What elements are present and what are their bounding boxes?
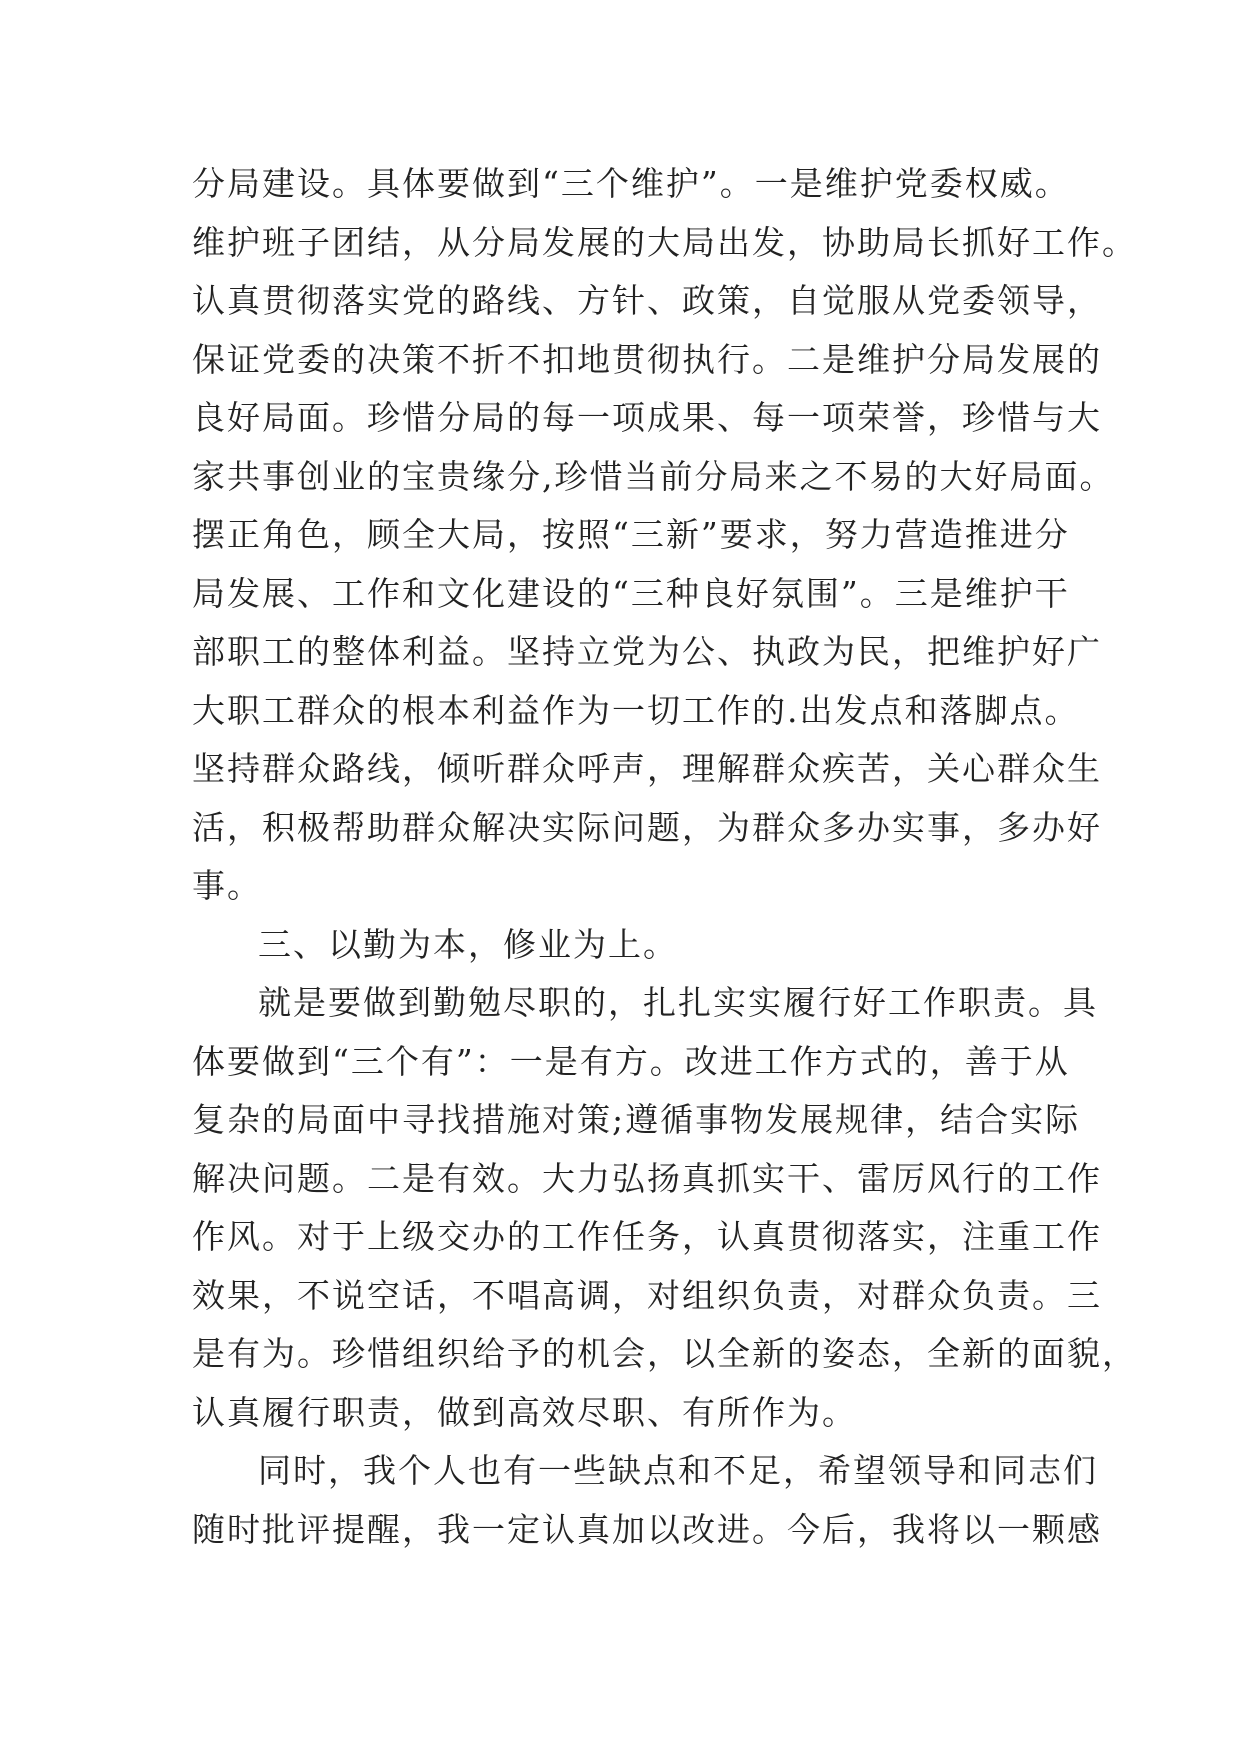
text-line: 作风。对于上级交办的工作任务，认真贯彻落实，注重工作 [192,1217,1102,1256]
text-line: 维护班子团结，从分局发展的大局出发，协助局长抓好工作。 [192,222,1137,262]
text-line: 良好局面。珍惜分局的每一项成果、每一项荣誉，珍惜与大 [192,398,1102,437]
text-line: 认真履行职责，做到高效尽职、有所作为。 [192,1392,857,1432]
text-line: 家共事创业的宝贵缘分,珍惜当前分局来之不易的大好局面。 [192,456,1115,496]
text-line: 效果，不说空话，不唱高调，对组织负责，对群众负责。三 [192,1275,1102,1315]
text-line: 同时，我个人也有一些缺点和不足，希望领导和同志们 [258,1451,1098,1490]
text-line: 活，积极帮助群众解决实际问题，为群众多办实事，多办好 [192,807,1102,847]
text-line: 复杂的局面中寻找措施对策;遵循事物发展规律，结合实际 [192,1100,1081,1139]
text-line: 分局建设。具体要做到“三个维护”。一是维护党委权威。 [192,164,1070,203]
body-text [192,155,1137,1559]
text-line: 体要做到“三个有”：一是有方。改进工作方式的，善于从 [192,1041,1070,1081]
text-line: 摆正角色，顾全大局，按照“三新”要求，努力营造推进分 [192,515,1070,554]
text-line: 认真贯彻落实党的路线、方针、政策，自觉服从党委领导， [192,281,1102,320]
text-line: 事。 [192,866,262,905]
text-line: 随时批评提醒，我一定认真加以改进。今后，我将以一颗感 [192,1509,1102,1549]
text-line: 解决问题。二是有效。大力弘扬真抓实干、雷厉风行的工作 [192,1158,1102,1198]
text-line: 局发展、工作和文化建设的“三种良好氛围”。三是维护干 [192,573,1070,613]
text-line: 大职工群众的根本利益作为一切工作的.出发点和落脚点。 [192,690,1080,730]
text-line: 保证党委的决策不折不扣地贯彻执行。二是维护分局发展的 [192,339,1102,379]
text-line: 部职工的整体利益。坚持立党为公、执政为民，把维护好广 [192,632,1102,671]
text-line: 坚持群众路线，倾听群众呼声，理解群众疾苦，关心群众生 [192,749,1102,788]
text-line: 是有为。珍惜组织给予的机会，以全新的姿态，全新的面貌， [192,1334,1137,1373]
text-line: 就是要做到勤勉尽职的，扎扎实实履行好工作职责。具 [258,983,1098,1022]
section-heading: 三、以勤为本，修业为上。 [258,924,678,964]
